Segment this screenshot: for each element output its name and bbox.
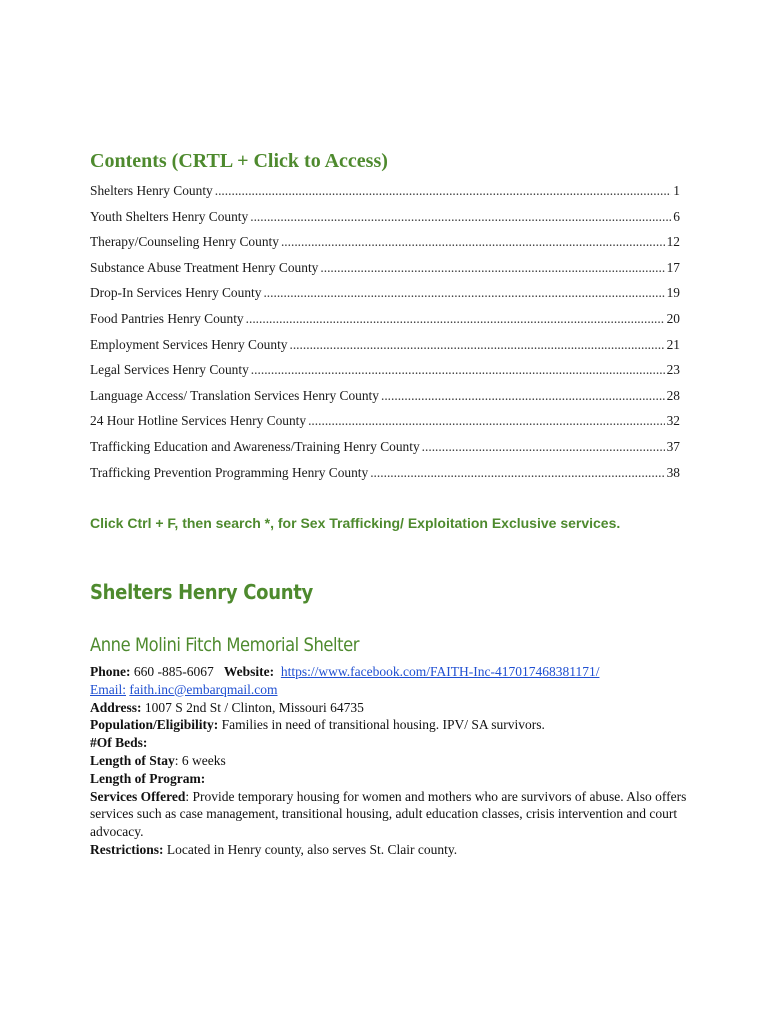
phone-label: Phone: [90, 664, 131, 679]
website-link[interactable]: https://www.facebook.com/FAITH-Inc-417017468381171/ [280, 664, 600, 679]
toc-entry-page: 17 [666, 259, 680, 275]
address-label: Address: [90, 699, 142, 715]
services-value: : Provide temporary housing for women and mothers who are survivors of abuse. Also offers services such as case management, transitional housing, adult education classes, crisis intervention and court advocacy. [90, 788, 687, 840]
toc-entry-title: Substance Abuse Treatment Henry County [90, 259, 319, 275]
phone-value: 660 -885-6067 [133, 664, 214, 679]
toc-entry-title: Food Pantries Henry County [90, 310, 244, 326]
length-of-program-line [90, 770, 690, 788]
toc-leader-dots [250, 204, 671, 230]
toc-entry-substance-abuse[interactable] [90, 255, 680, 281]
toc-entry-hotline[interactable] [90, 408, 680, 434]
toc-entry-title: Therapy/Counseling Henry County [90, 234, 279, 250]
toc-leader-dots [370, 460, 664, 486]
toc-entry-shelters[interactable] [90, 178, 680, 204]
shelter-name: Anne Molini Fitch Memorial Shelter [90, 634, 360, 656]
toc-entry-title: Legal Services Henry County [90, 362, 249, 378]
toc-leader-dots [246, 306, 665, 332]
restrictions-label: Restrictions: [90, 841, 164, 857]
toc-entry-page: 38 [666, 464, 680, 480]
population-label: Population/Eligibility: [90, 717, 219, 733]
email-line [90, 681, 690, 699]
toc-entry-page: 28 [666, 387, 680, 403]
toc-entry-page: 20 [666, 310, 680, 326]
toc-entry-trafficking-prevention[interactable] [90, 460, 680, 486]
toc-entry-employment[interactable] [90, 332, 680, 358]
restrictions-value: Located in Henry county, also serves St. Clair county. [166, 841, 458, 857]
toc-leader-dots [320, 255, 664, 281]
toc-leader-dots [422, 434, 665, 460]
length-of-stay-label: Length of Stay [90, 752, 175, 768]
toc-entry-page: 19 [666, 285, 680, 301]
section-heading: Shelters Henry County [90, 580, 313, 604]
address-line [90, 699, 690, 717]
beds-line [90, 734, 690, 752]
toc-leader-dots [308, 408, 665, 434]
email-link[interactable]: faith.inc@embarqmail.com [129, 681, 278, 697]
toc-entry-page: 21 [666, 336, 680, 352]
toc-entry-title: Employment Services Henry County [90, 336, 288, 352]
length-of-stay-value: : 6 weeks [174, 752, 226, 768]
toc-entry-title: Language Access/ Translation Services Henry County [90, 387, 379, 403]
website-label: Website: [223, 664, 275, 679]
toc-entry-youth-shelters[interactable] [90, 204, 680, 230]
toc-entry-therapy[interactable] [90, 229, 680, 255]
beds-label: #Of Beds: [90, 735, 148, 751]
toc-leader-dots [381, 383, 665, 409]
toc-leader-dots [215, 178, 672, 204]
length-of-stay-line [90, 752, 690, 770]
address-value: 1007 S 2nd St / Clinton, Missouri 64735 [144, 699, 364, 715]
length-of-program-label: Length of Program: [90, 770, 206, 786]
contact-line [90, 663, 690, 681]
toc-entry-page: 12 [666, 234, 680, 250]
toc-entry-page: 37 [666, 438, 680, 454]
services-line [90, 788, 690, 841]
toc-entry-food-pantries[interactable] [90, 306, 680, 332]
toc-heading: Contents (CRTL + Click to Access) [90, 150, 388, 172]
restrictions-line [90, 841, 690, 859]
email-label: Email: [90, 681, 126, 697]
services-label: Services Offered [90, 788, 186, 804]
toc-leader-dots [281, 229, 665, 255]
toc-entry-page: 23 [666, 362, 680, 378]
population-value: Families in need of transitional housing. IPV/ SA survivors. [221, 717, 545, 733]
toc-entry-page: 32 [666, 413, 680, 429]
toc-entry-drop-in[interactable] [90, 280, 680, 306]
toc-entry-title: Shelters Henry County [90, 183, 213, 198]
toc-leader-dots [289, 332, 664, 358]
toc-entry-language-access[interactable] [90, 383, 680, 409]
toc-leader-dots [263, 280, 664, 306]
toc-entry-legal[interactable] [90, 357, 680, 383]
shelter-details [90, 663, 690, 859]
toc-entry-trafficking-education[interactable] [90, 434, 680, 460]
toc-leader-dots [251, 357, 665, 383]
population-line [90, 716, 690, 734]
toc-entry-title: Trafficking Prevention Programming Henry County [90, 464, 369, 480]
table-of-contents [90, 178, 680, 485]
search-instruction: Click Ctrl + F, then search *, for Sex Trafficking/ Exploitation Exclusive services. [90, 515, 621, 531]
toc-entry-page: 6 [673, 208, 680, 224]
toc-entry-title: Drop-In Services Henry County [90, 285, 262, 301]
toc-entry-title: Youth Shelters Henry County [90, 208, 249, 224]
toc-entry-page: 1 [673, 183, 680, 198]
toc-entry-title: Trafficking Education and Awareness/Training Henry County [90, 438, 420, 454]
toc-entry-title: 24 Hour Hotline Services Henry County [90, 413, 307, 429]
